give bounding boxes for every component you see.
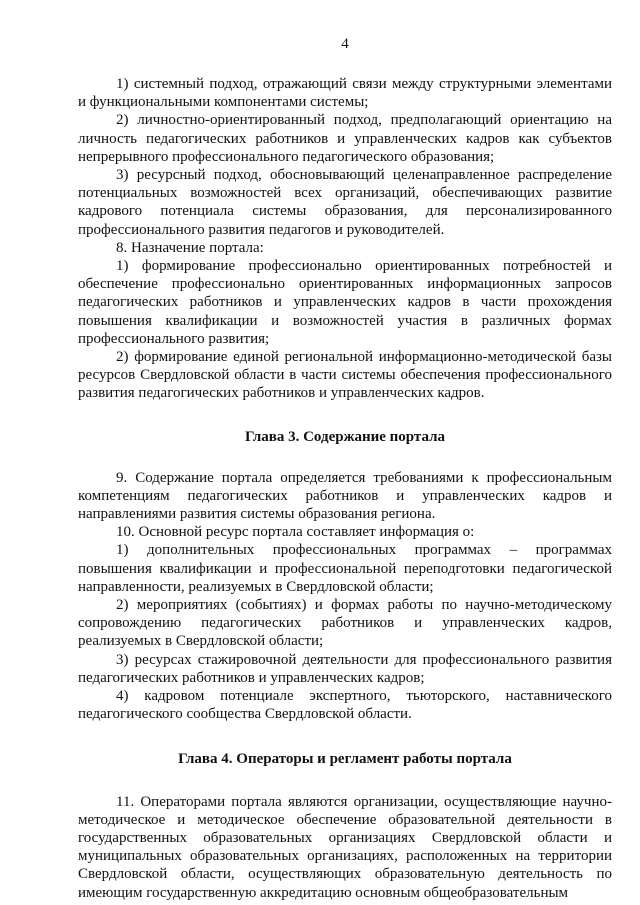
paragraph: 2) мероприятиях (событиях) и формах работы по научно-методическому сопровождению педагогических работников и управленческих кадров, реализуемых в Свердловской области; (78, 597, 612, 650)
paragraph: 1) дополнительных профессиональных программах – программах повышения квалификации и профессиональной переподготовки педагогической направленности, реализуемых в Свердловской области; (78, 542, 612, 595)
paragraph: 3) ресурсах стажировочной деятельности для профессионального развития педагогических работников и управленческих кадров; (78, 651, 612, 686)
paragraph: 2) личностно-ориентированный подход, предполагающий ориентацию на личность педагогических работников и управленческих кадров как субъектов непрерывного профессионального педагогического образования; (78, 112, 612, 165)
page-number: 4 (341, 36, 349, 52)
paragraph: 2) формирование единой региональной информационно-методической базы ресурсов Свердловской области в части системы обеспечения профессионального развития педагогических работников и управленческих кадров. (78, 349, 612, 402)
chapter-3-heading: Глава 3. Содержание портала (244, 428, 446, 445)
paragraph: 10. Основной ресурс портала составляет информация о: (116, 524, 475, 541)
paragraph: 4) кадровом потенциале экспертного, тьюторского, наставнического педагогического сообщества Свердловской области. (78, 688, 612, 723)
paragraph: 8. Назначение портала: (116, 239, 264, 256)
paragraph: 1) формирование профессионально ориентированных потребностей и обеспечение профессионально ориентированных информационных запросов педагогических работников и управленческих кадров в части прохождения повышения квалификации и возможностей участия в различных формах профессионального развития; (78, 258, 612, 347)
paragraph: 11. Операторами портала являются организации, осуществляющие научно-методическое и методическое обеспечение образовательной деятельности в государственных образовательных организациях Свердловской области и муниципальных образовательных организациях, расположенных на территории Свердловской области, осуществляющих образовательную деятельность по имеющим государственную аккредитацию основным общеобразовательным (78, 793, 612, 901)
paragraph: 9. Содержание портала определяется требованиями к профессиональным компетенциям педагогических работников и управленческих кадров и направлениями развития системы образования региона. (78, 469, 612, 523)
paragraph: 1) системный подход, отражающий связи между структурными элементами и функциональными компонентами системы; (78, 76, 612, 111)
chapter-4-heading: Глава 4. Операторы и регламент работы портала (178, 750, 512, 767)
paragraph: 3) ресурсный подход, обосновывающий целенаправленное распределение потенциальных возможностей всех организаций, обеспечивающих развитие кадрового потенциала системы образования, для персонализированного профессионального развития педагогов и руководителей. (78, 167, 612, 238)
